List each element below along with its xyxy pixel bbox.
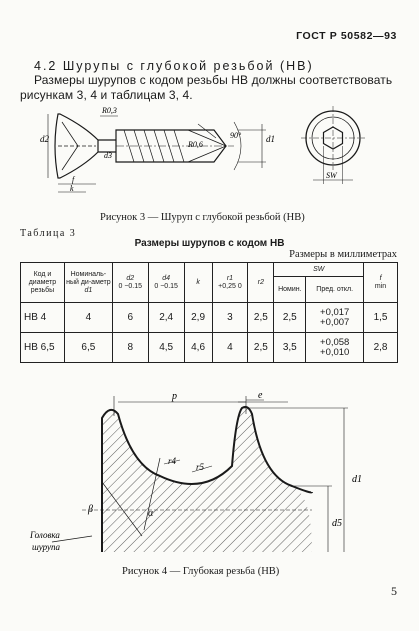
fig3-label-k: k [70,184,74,193]
cell-r1: 3 [212,303,248,333]
cell-sw-dev: +0,058 +0,010 [306,333,364,363]
cell-f: 2,8 [364,333,398,363]
header-r2: r2 [248,263,274,303]
table3-units: Размеры в миллиметрах [289,249,397,260]
header-f: f min [364,263,398,303]
cell-k: 4,6 [184,333,212,363]
cell-r2: 2,5 [248,333,274,363]
cell-d2: 8 [112,333,148,363]
cell-f: 1,5 [364,303,398,333]
figure3-caption: Рисунок 3 — Шуруп с глубокой резьбой (НВ) [100,212,305,223]
fig4-label-alpha: α [148,508,154,519]
figure3-head-view [293,106,379,188]
fig3-label-d3: d3 [104,151,112,160]
fig3-label-r06: R0,6 [188,140,203,149]
fig3-label-sw: SW [326,171,337,180]
cell-sw: 2,5 [274,303,306,333]
cell-code: НВ 4 [21,303,65,333]
fig4-label-p: p [172,391,177,402]
fig3-label-d1: d1 [266,134,275,144]
cell-k: 2,9 [184,303,212,333]
table3 [20,262,398,363]
fig4-label-head-top: Головка [30,530,60,540]
cell-sw: 3,5 [274,333,306,363]
cell-d4: 4,5 [148,333,184,363]
table3-title: Размеры шурупов с кодом НВ [134,238,285,249]
header-d2: d2 0 −0.15 [112,263,148,303]
header-sw-nom: Номин. [274,277,306,303]
fig3-label-r03: R0,3 [102,106,117,115]
cell-nominal: 6,5 [64,333,112,363]
cell-d2: 6 [112,303,148,333]
figure3-screw-drawing [38,102,278,194]
fig3-label-f: f [72,175,75,184]
section-title: 4.2 Шурупы с глубокой резьбой (НВ) [34,59,314,73]
header-r1: r1 +0,25 0 [212,263,248,303]
header-k: k [184,263,212,303]
cell-sw-dev: +0,017 +0,007 [306,303,364,333]
fig3-label-angle: 90° [230,131,242,140]
fig4-label-r5: r5 [196,462,205,472]
fig4-label-d5: d5 [332,518,342,529]
standard-header: ГОСТ Р 50582—93 [296,30,397,42]
cell-code: НВ 6,5 [21,333,65,363]
header-d4: d4 0 −0.15 [148,263,184,303]
header-sw: SW [274,263,364,277]
cell-r2: 2,5 [248,303,274,333]
fig4-label-head-bottom: шурупа [32,542,61,552]
fig3-label-d2: d2 [40,134,49,144]
fig4-label-e: e [258,390,263,401]
cell-nominal: 4 [64,303,112,333]
fig4-label-beta: β [88,504,93,515]
header-nominal: Номиналь-ный ди-аметр d1 [64,263,112,303]
fig4-label-r4: r4 [168,456,177,466]
header-sw-dev: Пред. откл. [306,277,364,303]
figure4-thread-profile [30,386,372,562]
table3-label: Таблица 3 [20,228,77,239]
cell-r1: 4 [212,333,248,363]
header-code: Код и диаметр резьбы [21,263,65,303]
table-row [21,333,398,363]
fig4-label-d1: d1 [352,474,362,485]
figure4-caption: Рисунок 4 — Глубокая резьба (НВ) [122,566,280,577]
section-intro: Размеры шурупов с кодом резьбы НВ должны соответствовать рисункам 3, 4 и таблицам 3, 4. [20,73,393,102]
cell-d4: 2,4 [148,303,184,333]
table-row [21,303,398,333]
page-number: 5 [391,584,397,598]
